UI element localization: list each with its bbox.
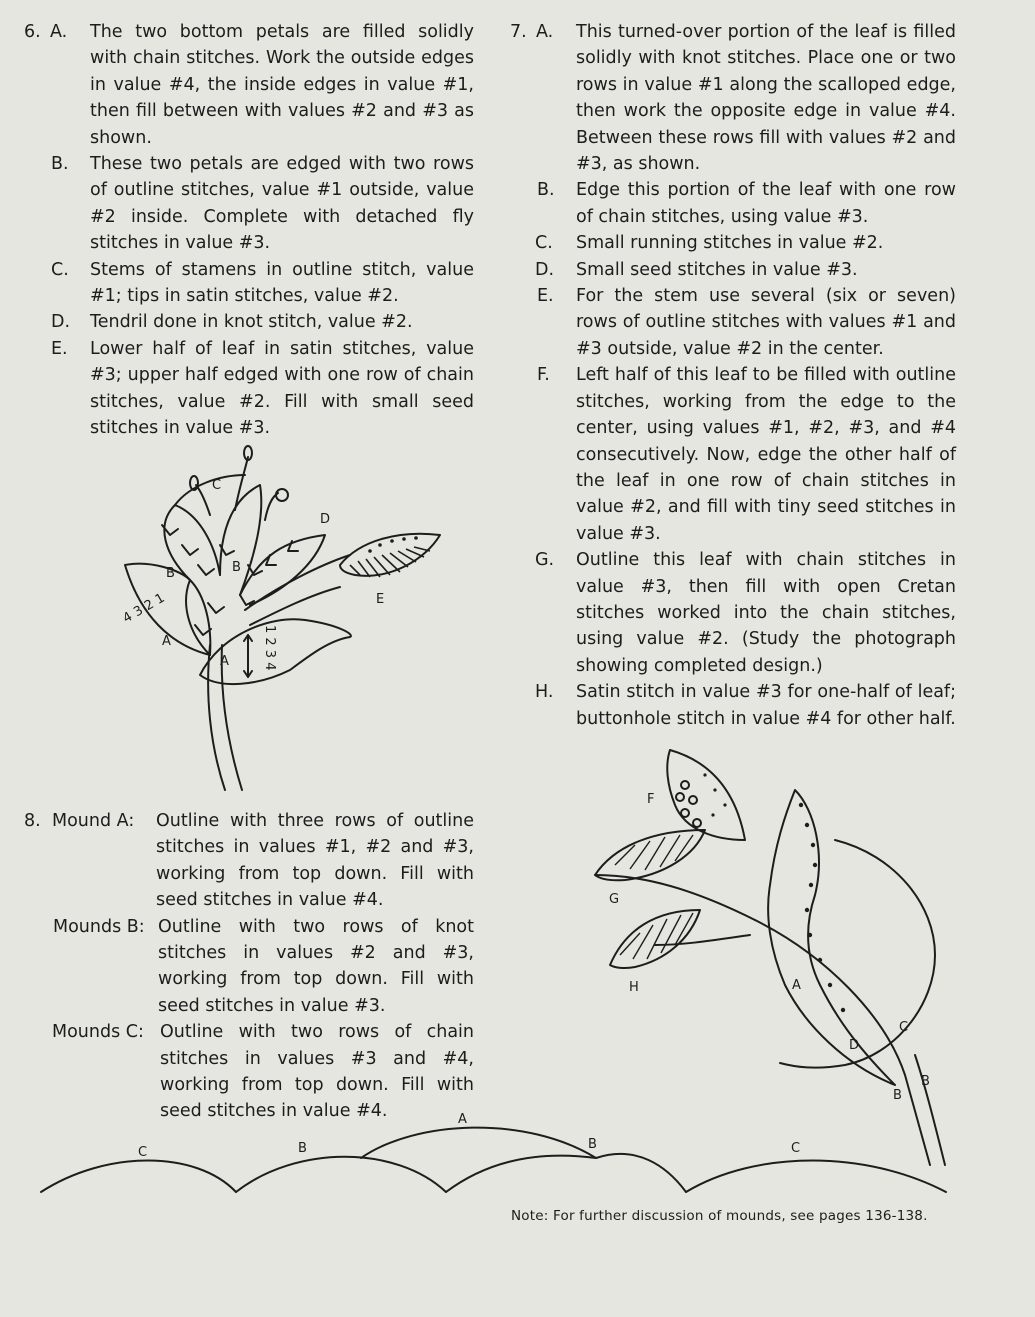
item-text: The two bottom petals are filled solidly with chain stitches. Work the outside edges in value #4, the inside edges in value #1, then fill between with values #2 and #3 as shown.	[90, 22, 474, 148]
item-label: H.	[535, 682, 554, 703]
item-text: Stems of stamens in outline stitch, value #1; tips in satin stitches, value #2.	[90, 259, 474, 307]
item-text: Small running stitches in value #2.	[576, 233, 884, 254]
label-a-left: A	[162, 634, 171, 649]
label-a: A	[458, 1112, 467, 1127]
item-label: Mounds C:	[52, 1022, 144, 1043]
instruction-6b	[24, 151, 474, 257]
instruction-mounds-b	[24, 914, 474, 1020]
item-label: E.	[51, 338, 68, 359]
item-label: D.	[51, 312, 71, 333]
label-c-right: C	[791, 1141, 801, 1156]
instruction-6c	[24, 257, 474, 310]
item-label: Mounds B:	[53, 916, 145, 937]
label-a: A	[792, 978, 801, 993]
item-label: Mound A:	[52, 811, 135, 831]
item-label: C.	[51, 259, 69, 280]
item-text: Outline this leaf with chain stitches in value #3, then fill with open Cretan stitches worked into the chain stitches, using value #2. (Study the photograph showing completed design.)	[576, 550, 956, 676]
instruction-7c	[510, 230, 956, 256]
item-text: Outline with two rows of knot stitches in values #2 and #3, working from top down. Fill with seed stitches in value #3.	[158, 916, 474, 1016]
item-text: Left half of this leaf to be filled with outline stitches, working from the edge to the center, using values #1, #2, #3, and #4 consecutively. Now, edge the other half of the leaf in one row of chain stitches in value #2, and fill with tiny seed stitches in value #3.	[576, 365, 956, 544]
label-h: H	[629, 980, 639, 995]
label-c: C	[899, 1020, 909, 1035]
instruction-7h	[510, 679, 956, 732]
item-text: Outline with three rows of outline stitches in values #1, #2 and #3, working from top down. Fill with seed stitches in value #4.	[156, 811, 474, 911]
item-label: C.	[535, 233, 553, 254]
label-d: D	[320, 512, 331, 527]
label-d: D	[849, 1038, 860, 1053]
item-label: A.	[536, 22, 554, 42]
item-label: G.	[535, 550, 555, 571]
footnote: Note: For further discussion of mounds, see pages 136-138.	[511, 1208, 928, 1224]
section-6	[24, 19, 474, 442]
label-b2: B	[893, 1088, 902, 1103]
section-number-8: 8.	[24, 811, 41, 831]
instruction-7g	[510, 547, 956, 679]
label-b-right: B	[588, 1137, 597, 1152]
instruction-7b	[510, 177, 956, 230]
label-g: G	[609, 892, 620, 907]
item-label: A.	[50, 22, 68, 42]
instruction-7e	[510, 283, 956, 362]
item-label: B.	[537, 180, 555, 201]
label-b: B	[921, 1074, 930, 1089]
label-nums-leaf: 1 2 3 4	[262, 625, 277, 671]
item-text: This turned-over portion of the leaf is filled solidly with knot stitches. Place one or two rows in value #1 along the scalloped edge, then work the opposite edge in value #4. Between these rows fill with values #2 and #3, as shown.	[576, 22, 956, 175]
flower-diagram	[70, 445, 385, 795]
item-text: These two petals are edged with two rows of outline stitches, value #1 outside, value #2 inside. Complete with detached fly stitches in value #3.	[90, 154, 474, 254]
instruction-7a	[510, 19, 956, 177]
instruction-6d	[24, 309, 474, 335]
item-label: B.	[51, 154, 69, 175]
mounds-diagram	[36, 1110, 996, 1200]
item-text: Small seed stitches in value #3.	[576, 259, 858, 280]
label-b-left: B	[166, 566, 175, 581]
section-number-7: 7.	[510, 22, 527, 42]
label-c-left: C	[138, 1145, 148, 1160]
instruction-7f	[510, 362, 956, 547]
instruction-6e	[24, 336, 474, 442]
item-label: D.	[535, 259, 555, 280]
instruction-mound-a	[24, 808, 474, 914]
instruction-6a	[24, 19, 474, 151]
item-text: Edge this portion of the leaf with one row of chain stitches, using value #3.	[576, 180, 956, 227]
label-e: E	[376, 592, 385, 607]
label-a-inner: A	[220, 654, 229, 669]
label-b-left: B	[298, 1141, 307, 1156]
item-text: Satin stitch in value #3 for one-half of leaf; buttonhole stitch in value #4 for other half.	[576, 682, 956, 729]
item-text: Tendril done in knot stitch, value #2.	[90, 312, 413, 333]
item-label: E.	[537, 286, 554, 307]
section-number-6: 6.	[24, 22, 41, 42]
section-8	[24, 808, 474, 1125]
item-text: Outline with two rows of chain stitches in values #3 and #4, working from top down. Fill with seed stitches in value #4.	[160, 1022, 474, 1122]
label-f: F	[647, 792, 655, 807]
label-c: C	[212, 478, 222, 493]
item-label: F.	[537, 365, 550, 386]
item-text: For the stem use several (six or seven) rows of outline stitches with values #1 and #3 outside, value #2 in the center.	[576, 286, 956, 359]
section-7	[510, 19, 956, 732]
label-nums-left: 4 3 2 1	[120, 590, 168, 627]
instruction-7d	[510, 257, 956, 283]
label-b-right: B	[232, 560, 241, 575]
item-text: Lower half of leaf in satin stitches, value #3; upper half edged with one row of chain stitches, value #2. Fill with small seed stitches in value #3.	[90, 338, 474, 439]
